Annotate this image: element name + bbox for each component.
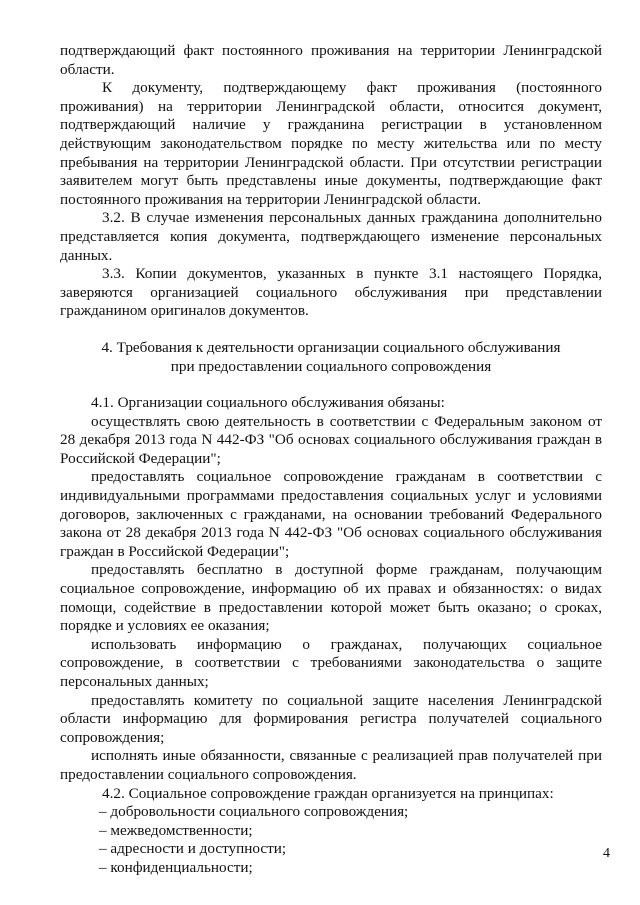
list-item: – межведомственности; — [99, 821, 253, 839]
section-heading-line: при предоставлении социального сопровождения — [170, 357, 492, 375]
list-item: – добровольности социального сопровождения; — [99, 803, 409, 821]
document-page — [60, 42, 602, 878]
paragraph: использовать информацию о гражданах, получающих социальное сопровождение, в соответствии с требованиями законодательства о защите персональных данных; — [60, 635, 602, 690]
paragraph: предоставлять социальное сопровождение гражданам в соответствии с индивидуальными программами предоставления социальных услуг и условиями договоров, заключенных с гражданами, на основании требований Федерального закона от 28 декабря 2013 года N 442-ФЗ "Об основах социального обслуживания граждан в Российской Федерации"; — [60, 468, 602, 560]
section-heading-line: 4. Требования к деятельности организации социального обслуживания — [101, 338, 561, 356]
list-item: – конфиденциальности; — [99, 858, 253, 876]
paragraph: подтверждающий факт постоянного проживания на территории Ленинградской области. — [60, 42, 602, 78]
paragraph: К документу, подтверждающему факт проживания (постоянного проживания) на территории Ленинградской области, относится документ, подтверждающий наличие у гражданина регистрации в установленном действующим законодательством порядке по месту жительства или по месту пребывания на территории Ленинградской области. При отсутствии регистрации заявителем могут быть представлены иные документы, подтверждающие факт постоянного проживания на территории Ленинградской области. — [60, 79, 602, 208]
paragraph: предоставлять бесплатно в доступной форме гражданам, получающим социальное сопровождение, информацию об их правах и обязанностях: о видах помощи, содействие в предоставлении которой может быть оказано; о сроках, порядке и условиях ее оказания; — [60, 561, 602, 635]
page-number: 4 — [603, 846, 610, 861]
paragraph: исполнять иные обязанности, связанные с реализацией прав получателей при предоставлении социального сопровождения. — [60, 747, 602, 783]
paragraph: 4.1. Организации социального обслуживания обязаны: — [91, 394, 445, 412]
section-heading — [60, 339, 602, 376]
list-item: – адресности и доступности; — [99, 840, 287, 858]
paragraph: 4.2. Социальное сопровождение граждан организуется на принципах: — [102, 784, 554, 802]
paragraph: 3.3. Копии документов, указанных в пункте 3.1 настоящего Порядка, заверяются организацией социального обслуживания при представлении гражданином оригиналов документов. — [60, 265, 602, 320]
paragraph: осуществлять свою деятельность в соответствии с Федеральным законом от 28 декабря 2013 года N 442-ФЗ "Об основах социального обслуживания граждан в Российской Федерации"; — [60, 412, 602, 467]
paragraph: 3.2. В случае изменения персональных данных гражданина дополнительно представляется копия документа, подтверждающего изменение персональных данных. — [60, 209, 602, 264]
paragraph: предоставлять комитету по социальной защите населения Ленинградской области информацию для формирования регистра получателей социального сопровождения; — [60, 691, 602, 746]
principles-list — [60, 803, 602, 877]
